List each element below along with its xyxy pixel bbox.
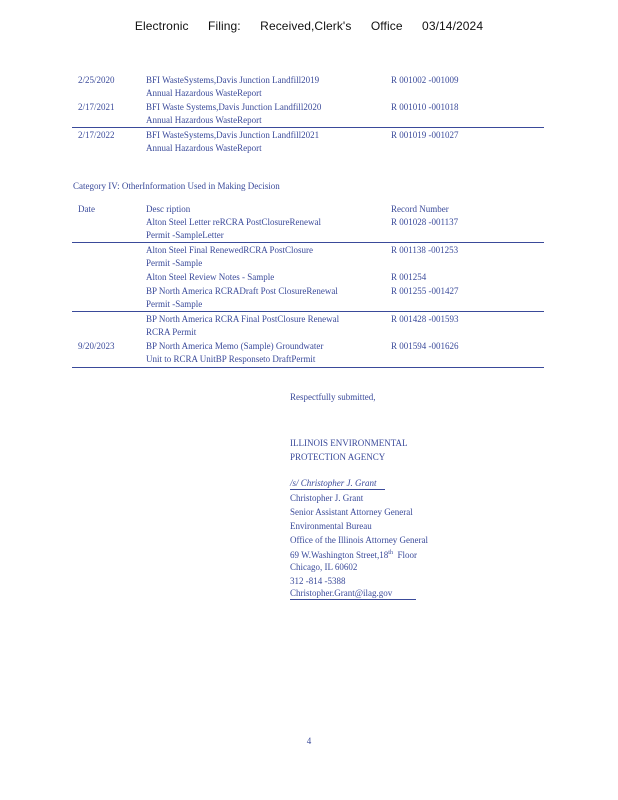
header-word: Electronic bbox=[134, 19, 189, 33]
page-number: 4 bbox=[306, 736, 312, 746]
electronic-signature: /s/ Christopher J. Grant bbox=[290, 478, 385, 490]
address-suffix: th bbox=[388, 550, 393, 556]
row-desc: Annual Hazardous WasteReport bbox=[146, 115, 262, 125]
row-record: R 001255 -001427 bbox=[391, 286, 459, 296]
row-record: R 001010 -001018 bbox=[391, 102, 459, 112]
address-street: 69 W.Washington Street,18 bbox=[290, 550, 389, 560]
row-record: R 001019 -001027 bbox=[391, 130, 459, 140]
row-desc: Alton Steel Final RenewedRCRA PostClosure bbox=[146, 245, 314, 255]
row-date: 2/17/2021 bbox=[78, 102, 115, 112]
agency-name: ILLINOIS ENVIRONMENTAL bbox=[290, 438, 408, 448]
row-desc: Alton Steel Letter reRCRA PostClosureRenewal bbox=[146, 217, 321, 227]
table-divider bbox=[72, 127, 544, 128]
row-desc: BP North America RCRADraft Post ClosureRenewal bbox=[146, 286, 338, 296]
row-desc: BFI Waste Systems,Davis Junction Landfill2020 bbox=[146, 102, 322, 112]
row-desc: Annual Hazardous WasteReport bbox=[146, 143, 262, 153]
row-record: R 001254 bbox=[391, 272, 427, 282]
row-desc: Permit -SampleLetter bbox=[146, 230, 224, 240]
agency-name: PROTECTION AGENCY bbox=[290, 452, 386, 462]
attorney-title: Senior Assistant Attorney General bbox=[290, 507, 413, 517]
row-desc: BFI WasteSystems,Davis Junction Landfill2019 bbox=[146, 75, 320, 85]
row-record: R 001594 -001626 bbox=[391, 341, 459, 351]
row-record: R 001028 -001137 bbox=[391, 217, 459, 227]
header-word: Office bbox=[370, 19, 403, 33]
row-record: R 001138 -001253 bbox=[391, 245, 459, 255]
category-heading: Category IV: OtherInformation Used in Making Decision bbox=[73, 181, 280, 191]
table-bottom-rule bbox=[72, 367, 544, 368]
column-header-record: Record Number bbox=[391, 204, 449, 214]
attorney-bureau: Environmental Bureau bbox=[290, 521, 372, 531]
row-desc: Permit -Sample bbox=[146, 299, 203, 309]
row-date: 9/20/2023 bbox=[78, 341, 115, 351]
row-date: 2/17/2022 bbox=[78, 130, 115, 140]
column-header-description: Desc ription bbox=[146, 204, 191, 214]
row-desc: Alton Steel Review Notes - Sample bbox=[146, 272, 275, 282]
table-divider bbox=[72, 242, 544, 243]
row-record: R 001002 -001009 bbox=[391, 75, 459, 85]
row-record: R 001428 -001593 bbox=[391, 314, 459, 324]
row-desc: Permit -Sample bbox=[146, 258, 203, 268]
email-link[interactable]: Christopher.Grant@ilag.gov bbox=[290, 588, 416, 600]
address-city: Chicago, IL 60602 bbox=[290, 562, 358, 572]
closing-text: Respectfully submitted, bbox=[290, 392, 376, 402]
row-desc: RCRA Permit bbox=[146, 327, 197, 337]
row-desc: BFI WasteSystems,Davis Junction Landfill2021 bbox=[146, 130, 320, 140]
row-desc: BP North America Memo (Sample) Groundwater bbox=[146, 341, 324, 351]
row-date: 2/25/2020 bbox=[78, 75, 115, 85]
attorney-office: Office of the Illinois Attorney General bbox=[290, 535, 429, 545]
header-word: 03/14/2024 bbox=[422, 19, 484, 33]
header-word: Filing: bbox=[208, 19, 241, 33]
attorney-name: Christopher J. Grant bbox=[290, 493, 364, 503]
phone-number: 312 -814 -5388 bbox=[290, 576, 346, 586]
header-word: Received,Clerk's bbox=[260, 19, 352, 33]
column-header-date: Date bbox=[78, 204, 95, 214]
table-divider bbox=[72, 311, 544, 312]
row-desc: Annual Hazardous WasteReport bbox=[146, 88, 262, 98]
row-desc: Unit to RCRA UnitBP Responseto DraftPermit bbox=[146, 354, 316, 364]
address-floor: Floor bbox=[397, 550, 417, 560]
row-desc: BP North America RCRA Final PostClosure Renewal bbox=[146, 314, 340, 324]
electronic-filing-header bbox=[0, 19, 618, 33]
